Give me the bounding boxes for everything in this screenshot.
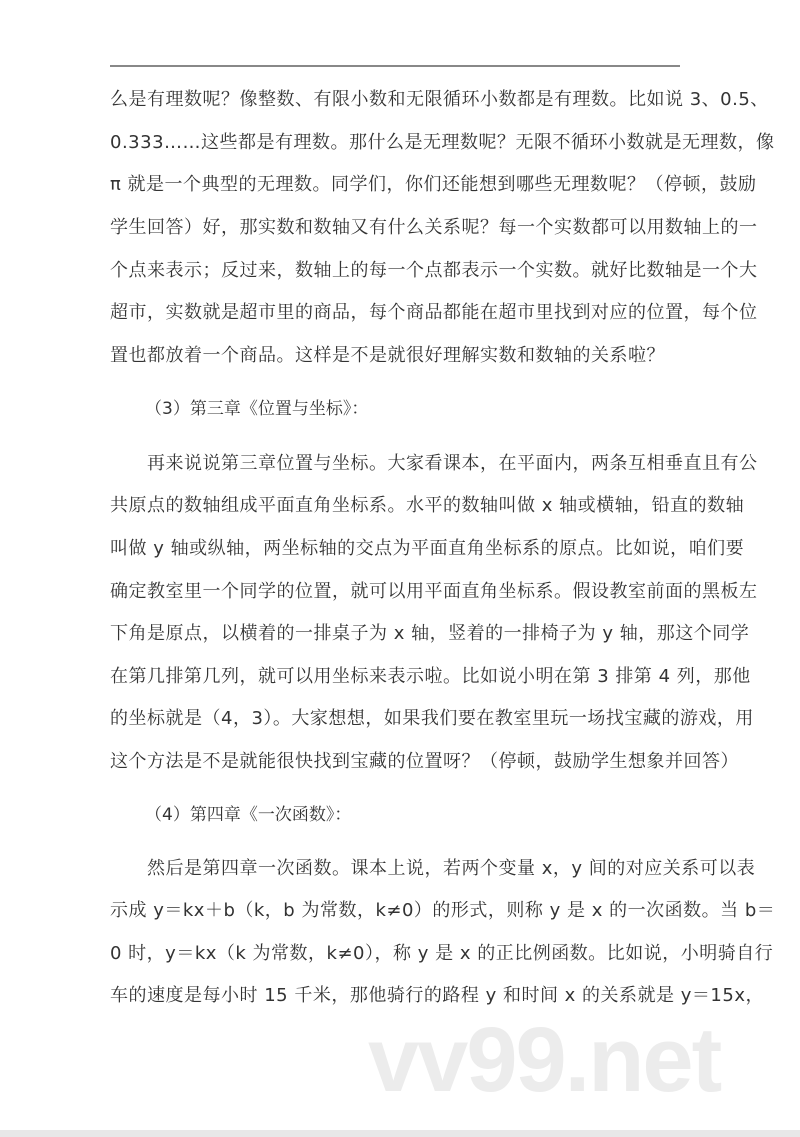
text-line: 叫做 y 轴或纵轴，两坐标轴的交点为平面直角坐标系的原点。比如说，咱们要: [110, 538, 745, 559]
text-line: 0 时，y＝kx（k 为常数，k≠0），称 y 是 x 的正比例函数。比如说，小明骑自行: [110, 943, 774, 964]
text-line: 然后是第四章一次函数。课本上说，若两个变量 x，y 间的对应关系可以表: [110, 858, 756, 879]
section-heading-chapter-3: （3）第三章《位置与坐标》：: [145, 399, 369, 419]
page-bottom-edge: [0, 1130, 800, 1137]
text-line: 超市，实数就是超市里的商品，每个商品都能在超市里找到对应的位置，每个位: [110, 302, 758, 323]
text-line: 下角是原点，以横着的一排桌子为 x 轴，竖着的一排椅子为 y 轴，那这个同学: [110, 623, 750, 644]
text-line: π 就是一个典型的无理数。同学们，你们还能想到哪些无理数呢？（停顿，鼓励: [110, 174, 757, 195]
text-line: 车的速度是每小时 15 千米，那他骑行的路程 y 和时间 x 的关系就是 y＝15x，: [110, 985, 764, 1006]
text-line: 确定教室里一个同学的位置，就可以用平面直角坐标系。假设教室前面的黑板左: [110, 581, 758, 602]
watermark: vv99.net: [368, 1009, 721, 1111]
header-rule: [110, 65, 680, 67]
section-heading-chapter-4: （4）第四章《一次函数》：: [145, 805, 352, 825]
text-line: 再来说说第三章位置与坐标。大家看课本，在平面内，两条互相垂直且有公: [110, 453, 758, 474]
text-line: 共原点的数轴组成平面直角坐标系。水平的数轴叫做 x 轴或横轴，铅直的数轴: [110, 495, 745, 516]
text-line: 置也都放着一个商品。这样是不是就很好理解实数和数轴的关系啦？: [110, 345, 665, 366]
text-line: 示成 y＝kx＋b（k，b 为常数，k≠0）的形式，则称 y 是 x 的一次函数。当 b＝: [110, 900, 776, 921]
text-line: 这个方法是不是就能很快找到宝藏的位置呀？（停顿，鼓励学生想象并回答）: [110, 751, 739, 772]
text-line: 学生回答）好，那实数和数轴又有什么关系呢？每一个实数都可以用数轴上的一: [110, 217, 758, 238]
text-line: 在第几排第几列，就可以用坐标来表示啦。比如说小明在第 3 排第 4 列，那他: [110, 666, 751, 687]
text-line: 么是有理数呢？像整数、有限小数和无限循环小数都是有理数。比如说 3、0.5、: [110, 89, 769, 110]
text-line: 0.333……这些都是有理数。那什么是无理数呢？无限不循环小数就是无理数，像: [110, 132, 775, 153]
text-line: 个点来表示；反过来，数轴上的每一个点都表示一个实数。就好比数轴是一个大: [110, 260, 758, 281]
text-line: 的坐标就是（4，3）。大家想想，如果我们要在教室里玩一场找宝藏的游戏，用: [110, 708, 754, 729]
